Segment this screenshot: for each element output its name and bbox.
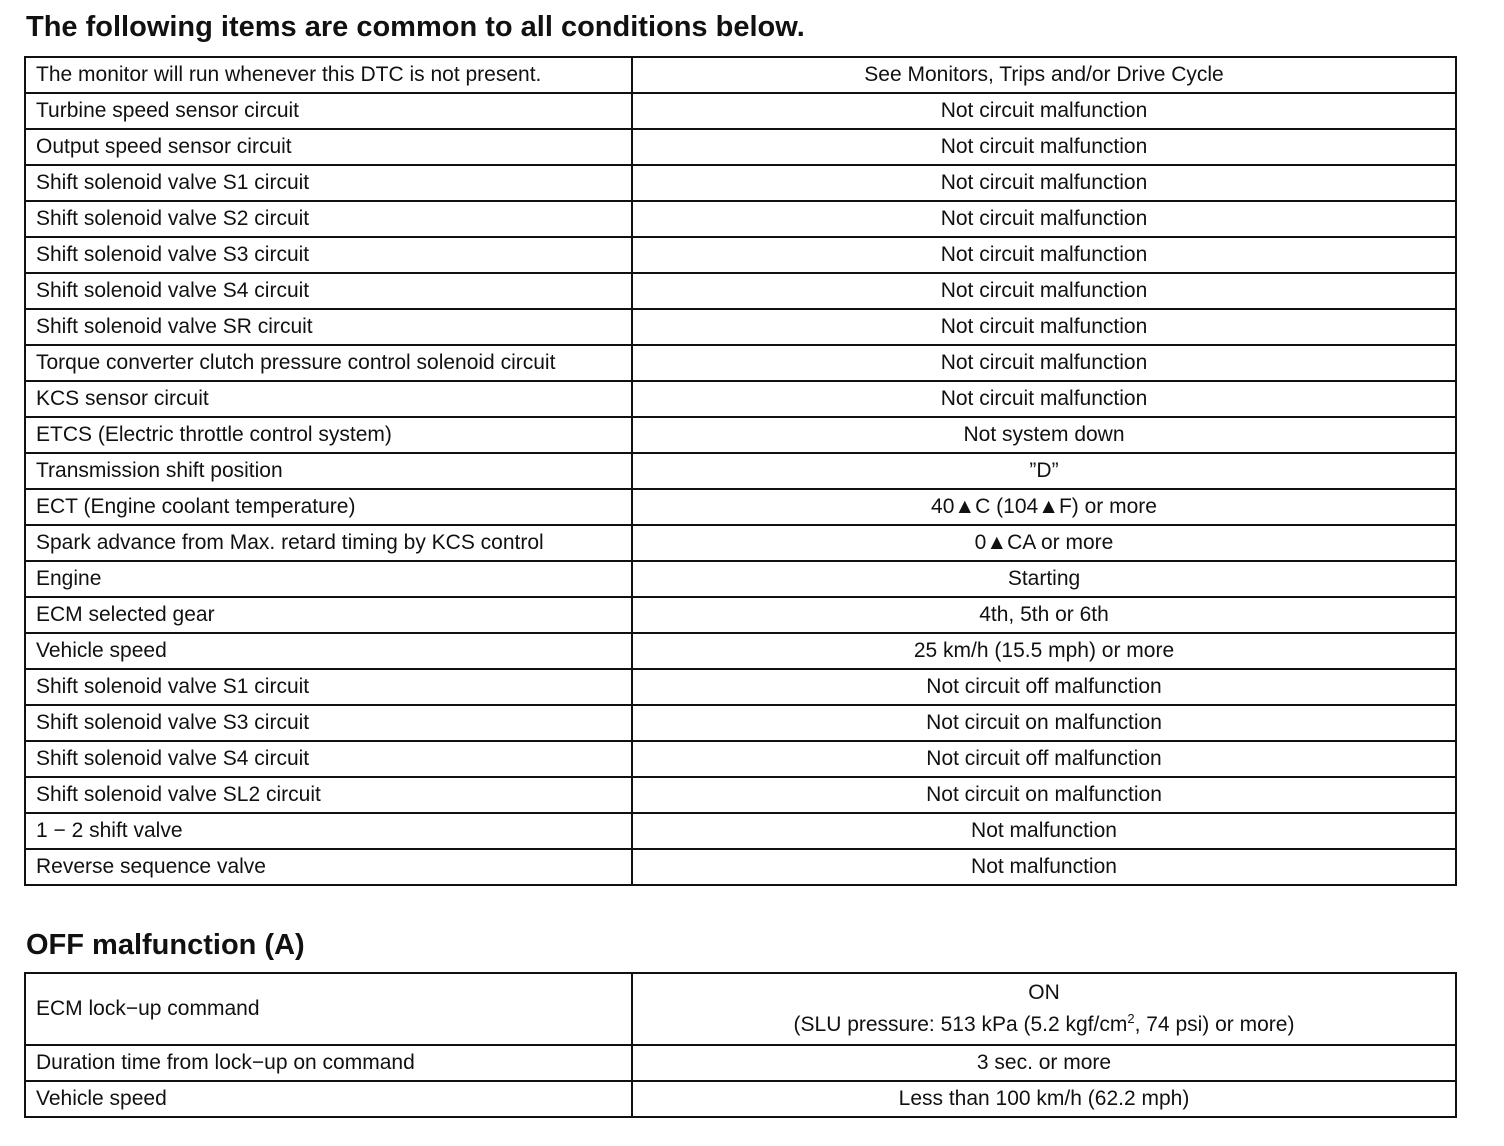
table-row [25, 165, 1456, 201]
superscript: 2 [1127, 1011, 1135, 1026]
item-cell: Shift solenoid valve S3 circuit [25, 237, 632, 273]
table-row [25, 633, 1456, 669]
table-row [25, 345, 1456, 381]
table-row [25, 201, 1456, 237]
table-row [25, 561, 1456, 597]
table-row [25, 93, 1456, 129]
table-row [25, 57, 1456, 93]
condition-line-2 [643, 1009, 1445, 1041]
item-cell: Torque converter clutch pressure control solenoid circuit [25, 345, 632, 381]
item-cell: Shift solenoid valve S1 circuit [25, 669, 632, 705]
condition-cell: Not malfunction [632, 849, 1456, 885]
condition-cell: Not circuit off malfunction [632, 741, 1456, 777]
common-conditions-table [24, 56, 1457, 886]
table-row [25, 453, 1456, 489]
condition-cell: Less than 100 km/h (62.2 mph) [632, 1081, 1456, 1117]
table-row [25, 973, 1456, 1045]
item-cell: Shift solenoid valve SR circuit [25, 309, 632, 345]
condition-cell: 40▲C (104▲F) or more [632, 489, 1456, 525]
item-cell: Vehicle speed [25, 1081, 632, 1117]
condition-cell: Not circuit malfunction [632, 165, 1456, 201]
item-cell: Reverse sequence valve [25, 849, 632, 885]
item-cell: ECT (Engine coolant temperature) [25, 489, 632, 525]
table-row [25, 309, 1456, 345]
table-row [25, 669, 1456, 705]
condition-cell: See Monitors, Trips and/or Drive Cycle [632, 57, 1456, 93]
condition-cell: Not circuit malfunction [632, 129, 1456, 165]
table-row [25, 1045, 1456, 1081]
item-cell: Shift solenoid valve S3 circuit [25, 705, 632, 741]
condition-cell: Not circuit malfunction [632, 345, 1456, 381]
condition-cell: 0▲CA or more [632, 525, 1456, 561]
item-cell: Shift solenoid valve S4 circuit [25, 741, 632, 777]
common-conditions-body [25, 57, 1456, 885]
item-cell: Output speed sensor circuit [25, 129, 632, 165]
condition-cell: Not circuit malfunction [632, 309, 1456, 345]
item-cell: Engine [25, 561, 632, 597]
condition-cell: Not circuit malfunction [632, 93, 1456, 129]
table-row [25, 381, 1456, 417]
condition-cell: Not circuit off malfunction [632, 669, 1456, 705]
table-row [25, 237, 1456, 273]
item-cell: ECM selected gear [25, 597, 632, 633]
item-cell: Shift solenoid valve S1 circuit [25, 165, 632, 201]
condition-cell: Starting [632, 561, 1456, 597]
item-cell: Spark advance from Max. retard timing by KCS control [25, 525, 632, 561]
condition-cell: 25 km/h (15.5 mph) or more [632, 633, 1456, 669]
table-row [25, 525, 1456, 561]
item-cell: 1 − 2 shift valve [25, 813, 632, 849]
item-cell: Shift solenoid valve S2 circuit [25, 201, 632, 237]
condition-line-2-end: , 74 psi) or more) [1134, 1013, 1295, 1036]
table-row [25, 849, 1456, 885]
item-cell: ETCS (Electric throttle control system) [25, 417, 632, 453]
condition-cell: Not circuit malfunction [632, 273, 1456, 309]
table-row [25, 705, 1456, 741]
table-row [25, 1081, 1456, 1117]
condition-cell: Not circuit malfunction [632, 237, 1456, 273]
condition-cell: 3 sec. or more [632, 1045, 1456, 1081]
table-row [25, 273, 1456, 309]
off-malfunction-table [24, 972, 1457, 1118]
condition-cell: Not malfunction [632, 813, 1456, 849]
table-row [25, 741, 1456, 777]
item-cell: KCS sensor circuit [25, 381, 632, 417]
condition-line-2-start: (SLU pressure: 513 kPa (5.2 kgf/cm [793, 1013, 1128, 1036]
item-cell: Vehicle speed [25, 633, 632, 669]
condition-cell [632, 973, 1456, 1045]
condition-cell: Not circuit on malfunction [632, 777, 1456, 813]
table-row [25, 417, 1456, 453]
item-cell: The monitor will run whenever this DTC is not present. [25, 57, 632, 93]
off-malfunction-heading: OFF malfunction (A) [26, 929, 305, 961]
table-row [25, 813, 1456, 849]
condition-cell: 4th, 5th or 6th [632, 597, 1456, 633]
condition-cell: Not circuit malfunction [632, 381, 1456, 417]
condition-cell: Not circuit malfunction [632, 201, 1456, 237]
condition-cell: Not circuit on malfunction [632, 705, 1456, 741]
item-cell: Turbine speed sensor circuit [25, 93, 632, 129]
condition-cell: Not system down [632, 417, 1456, 453]
common-conditions-heading: The following items are common to all conditions below. [26, 11, 805, 43]
item-cell: Duration time from lock−up on command [25, 1045, 632, 1081]
table-row [25, 597, 1456, 633]
table-row [25, 489, 1456, 525]
condition-cell: ”D” [632, 453, 1456, 489]
item-cell: Transmission shift position [25, 453, 632, 489]
item-cell: Shift solenoid valve S4 circuit [25, 273, 632, 309]
table-row [25, 777, 1456, 813]
item-cell: Shift solenoid valve SL2 circuit [25, 777, 632, 813]
table-row [25, 129, 1456, 165]
item-cell: ECM lock−up command [25, 973, 632, 1045]
condition-line-1: ON [1028, 981, 1060, 1004]
